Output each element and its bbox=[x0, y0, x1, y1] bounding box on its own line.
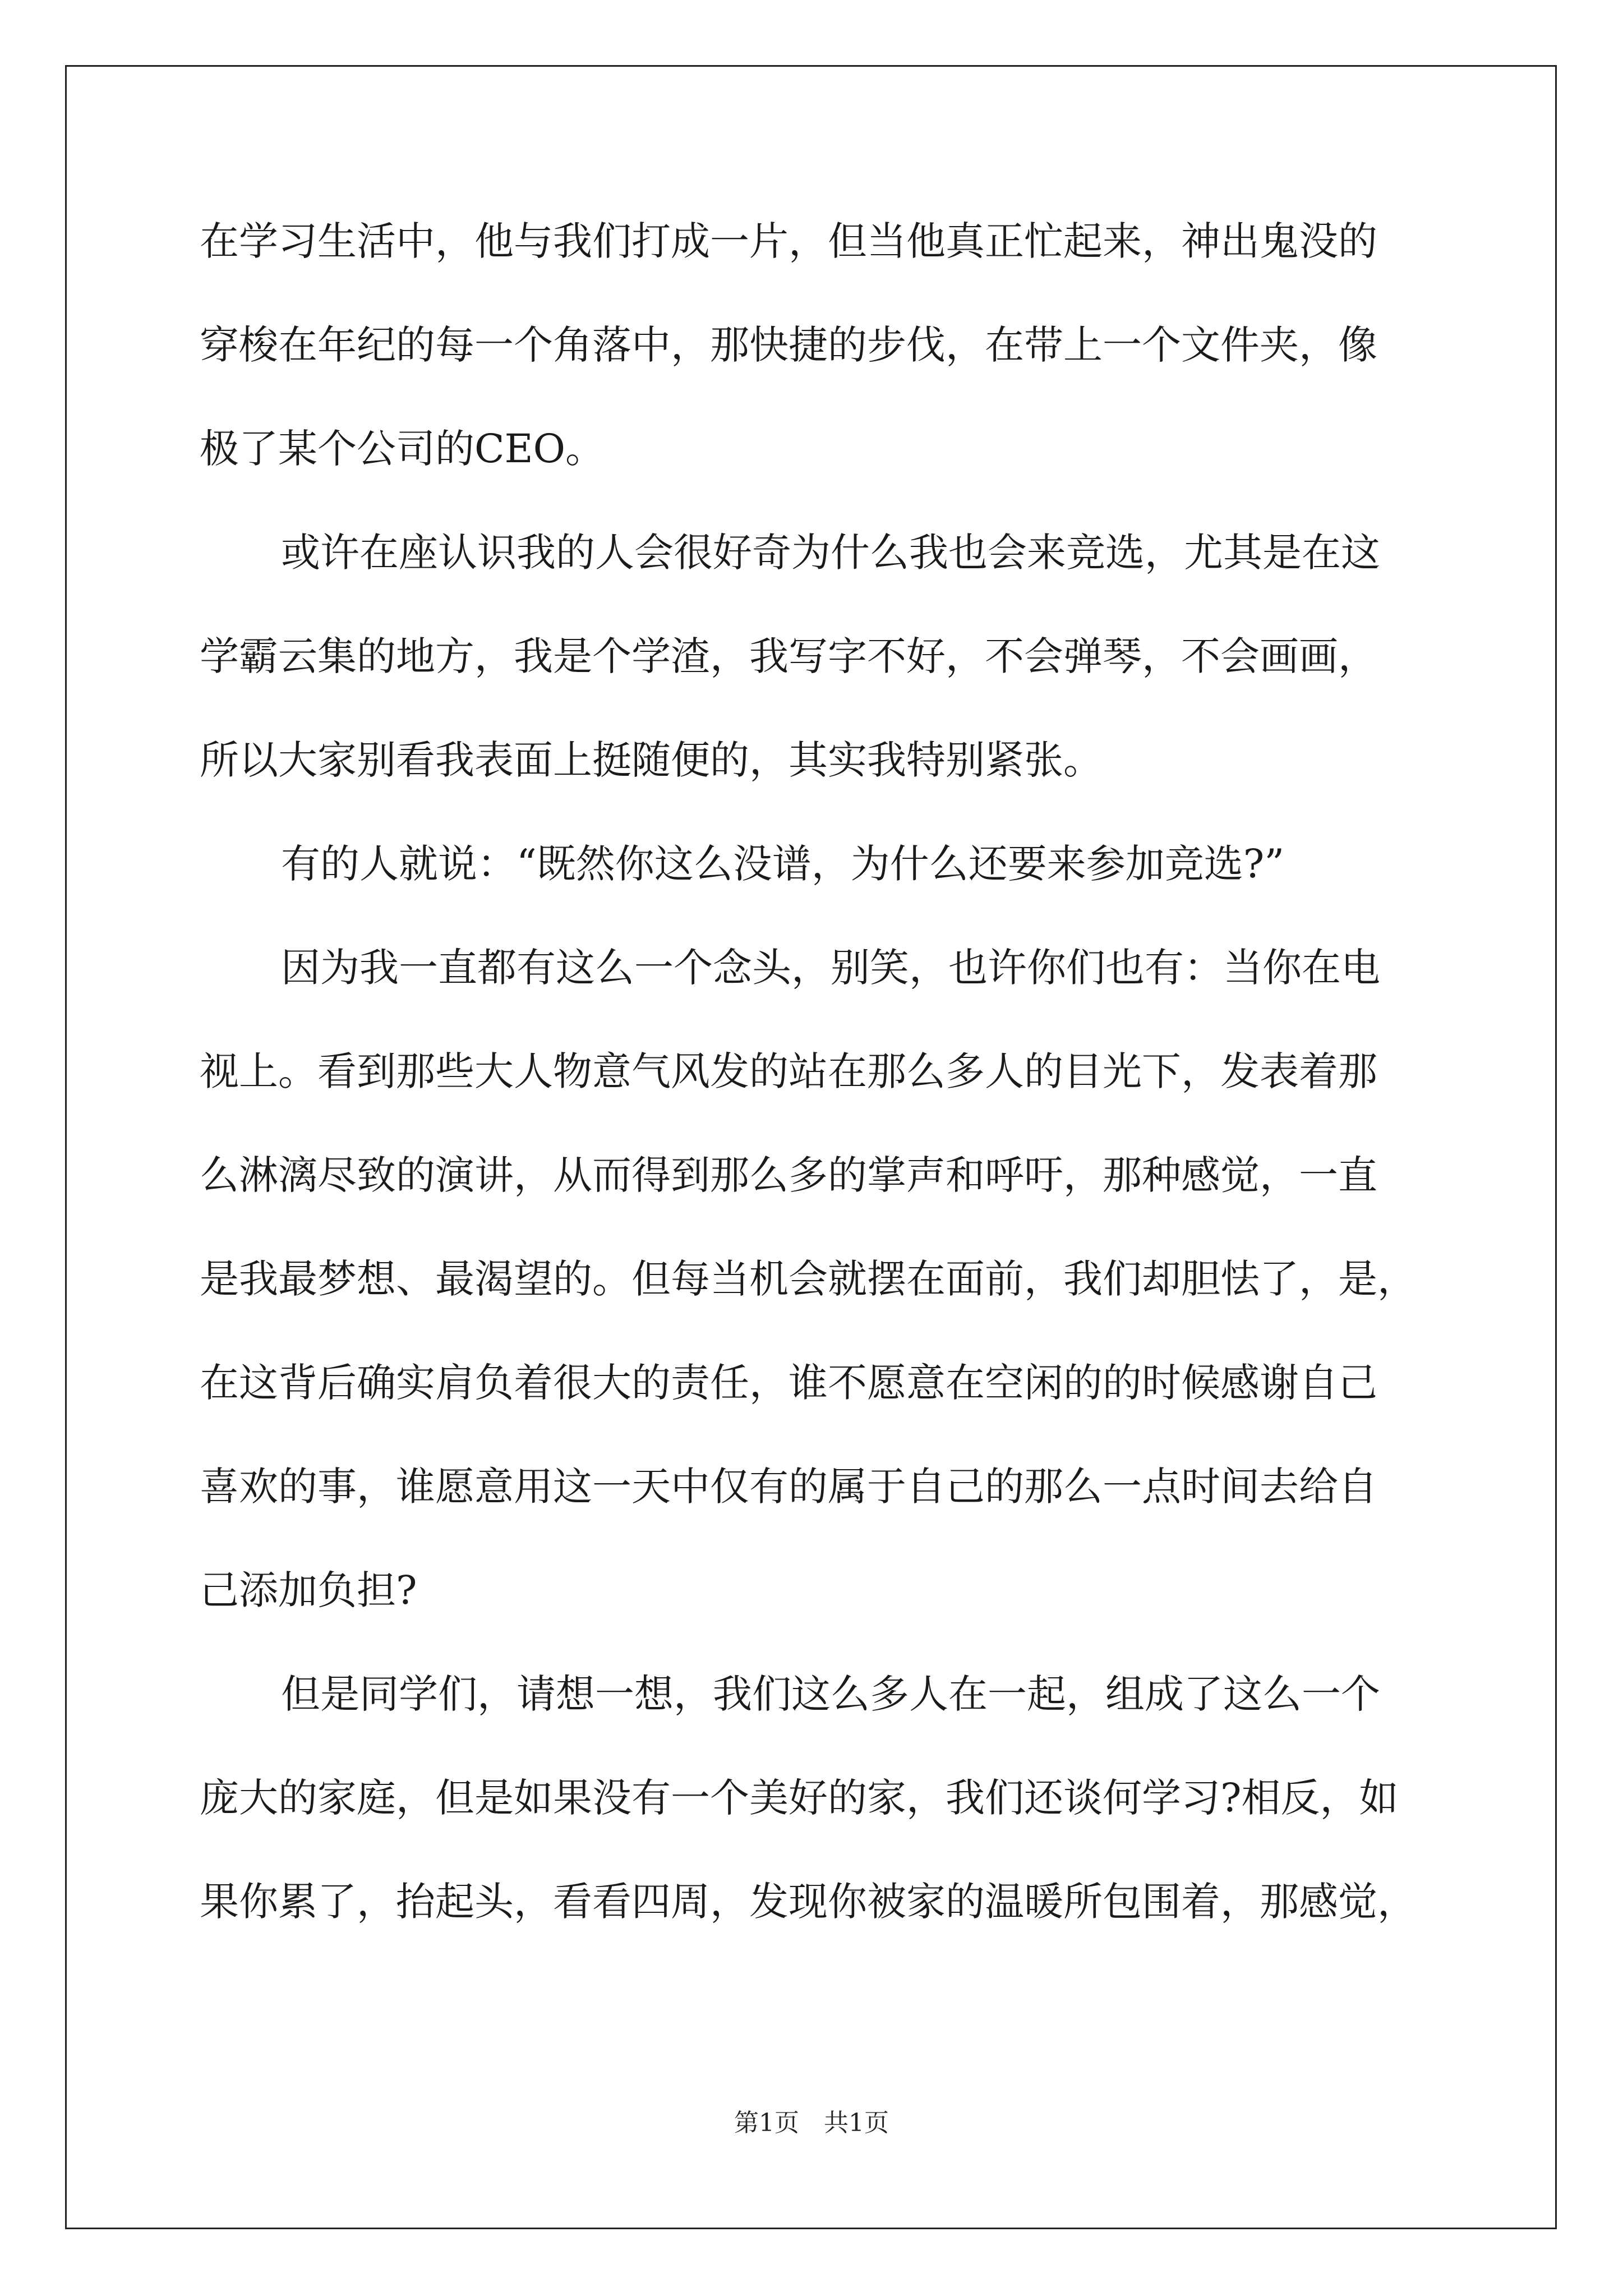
paragraph-4-line-6: 喜欢的事，谁愿意用这一天中仅有的属于自己的那么一点时间去给自 bbox=[200, 1464, 1377, 1510]
paragraph-4-line-4: 是我最梦想、最渴望的。但每当机会就摆在面前，我们却胆怯了，是， bbox=[200, 1256, 1417, 1302]
paragraph-1-line-3: 极了某个公司的CEO。 bbox=[200, 426, 605, 472]
paragraph-2-line-2: 学霸云集的地方，我是个学渣，我写字不好，不会弹琴，不会画画， bbox=[200, 633, 1377, 679]
paragraph-1-line-2: 穿梭在年纪的每一个角落中，那快捷的步伐，在带上一个文件夹，像 bbox=[200, 322, 1377, 368]
paragraph-4-line-1: 因为我一直都有这么一个念头，别笑，也许你们也有：当你在电 bbox=[281, 945, 1380, 991]
paragraph-5-line-1: 但是同学们，请想一想，我们这么多人在一起，组成了这么一个 bbox=[281, 1671, 1380, 1717]
paragraph-2-line-1: 或许在座认识我的人会很好奇为什么我也会来竞选，尤其是在这 bbox=[281, 530, 1380, 576]
paragraph-1-line-1: 在学习生活中，他与我们打成一片，但当他真正忙起来，神出鬼没的 bbox=[200, 218, 1377, 264]
paragraph-5-line-2: 庞大的家庭，但是如果没有一个美好的家，我们还谈何学习?相反，如 bbox=[200, 1775, 1399, 1821]
paragraph-4-line-2: 视上。看到那些大人物意气风发的站在那么多人的目光下，发表着那 bbox=[200, 1048, 1377, 1094]
paragraph-4-line-7: 己添加负担? bbox=[200, 1567, 417, 1613]
page-number-footer: 第1页 共1页 bbox=[734, 2109, 889, 2137]
paragraph-4-line-5: 在这背后确实肩负着很大的责任，谁不愿意在空闲的的时候感谢自己 bbox=[200, 1360, 1377, 1406]
paragraph-3-line-1: 有的人就说：“既然你这么没谱，为什么还要来参加竞选?” bbox=[281, 841, 1285, 887]
paragraph-5-line-3: 果你累了，抬起头，看看四周，发现你被家的温暖所包围着，那感觉， bbox=[200, 1879, 1417, 1925]
paragraph-4-line-3: 么淋漓尽致的演讲，从而得到那么多的掌声和呼吁，那种感觉，一直 bbox=[200, 1152, 1377, 1198]
paragraph-2-line-3: 所以大家别看我表面上挺随便的，其实我特别紧张。 bbox=[200, 737, 1103, 783]
